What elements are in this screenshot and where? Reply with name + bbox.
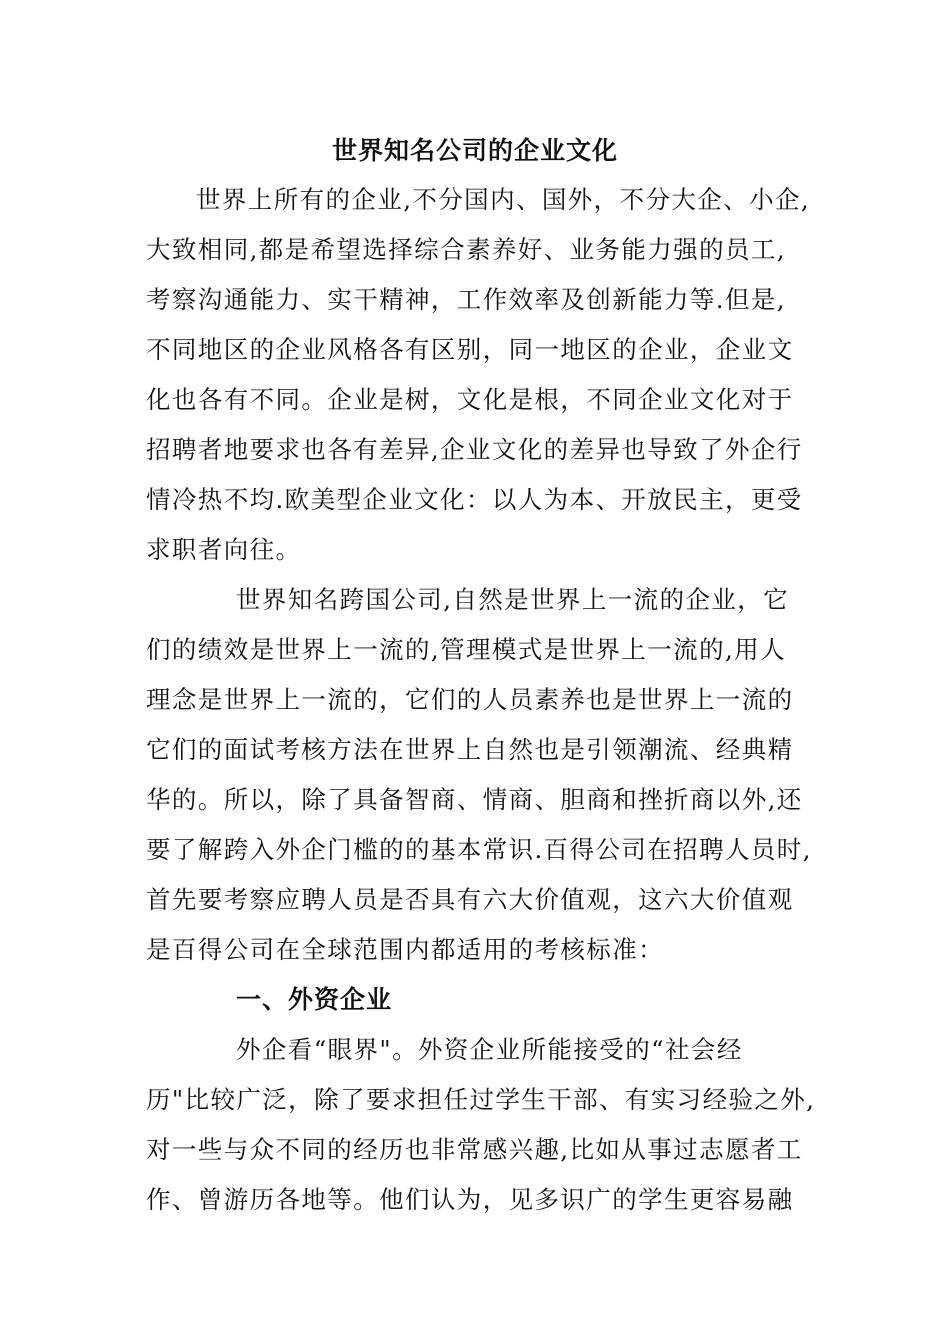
paragraph-2-line-6: 要了解跨入外企门槛的的基本常识.百得公司在招聘人员时, [146,835,812,864]
paragraph-2-line-8: 是百得公司在全球范围内都适用的考核标准： [146,935,664,964]
paragraph-3-line-2: 历"比较广泛，除了要求担任过学生干部、有实习经验之外, [146,1085,816,1114]
paragraph-1-line-2: 大致相同,都是希望选择综合素养好、业务能力强的员工, [146,235,786,264]
paragraph-2-line-2: 们的绩效是世界上一流的,管理模式是世界上一流的,用人 [146,635,786,664]
paragraph-3-line-3: 对一些与众不同的经历也非常感兴趣,比如从事过志愿者工 [146,1135,803,1164]
paragraph-1-line-3: 考察沟通能力、实干精神，工作效率及创新能力等.但是, [146,285,786,314]
paragraph-1-line-1: 世界上所有的企业,不分国内、国外，不分大企、小企, [196,185,811,214]
document-title: 世界知名公司的企业文化 [331,136,618,165]
paragraph-1-line-8: 求职者向往。 [146,535,302,564]
paragraph-1-line-7: 情冷热不均.欧美型企业文化：以人为本、开放民主，更受 [146,485,803,514]
paragraph-2-line-5: 华的。所以，除了具备智商、情商、胆商和挫折商以外,还 [146,785,803,814]
paragraph-1-line-4: 不同地区的企业风格各有区别，同一地区的企业，企业文 [146,335,794,364]
paragraph-2-line-7: 首先要考察应聘人员是否具有六大价值观，这六大价值观 [146,885,794,914]
paragraph-3-line-4: 作、曾游历各地等。他们认为，见多识广的学生更容易融 [146,1185,794,1214]
paragraph-3-line-1: 外企看“眼界"。外资企业所能接受的“社会经 [236,1035,743,1064]
paragraph-1-line-6: 招聘者地要求也各有差异,企业文化的差异也导致了外企行 [146,435,803,464]
paragraph-1-line-5: 化也各有不同。企业是树，文化是根，不同企业文化对于 [146,385,794,414]
paragraph-2-line-3: 理念是世界上一流的，它们的人员素养也是世界上一流的 [146,685,794,714]
section-heading-foreign-enterprise: 一、外资企业 [236,985,393,1014]
paragraph-2-line-4: 它们的面试考核方法在世界上自然也是引领潮流、经典精 [146,735,794,764]
paragraph-2-line-1: 世界知名跨国公司,自然是世界上一流的企业，它 [236,585,790,614]
